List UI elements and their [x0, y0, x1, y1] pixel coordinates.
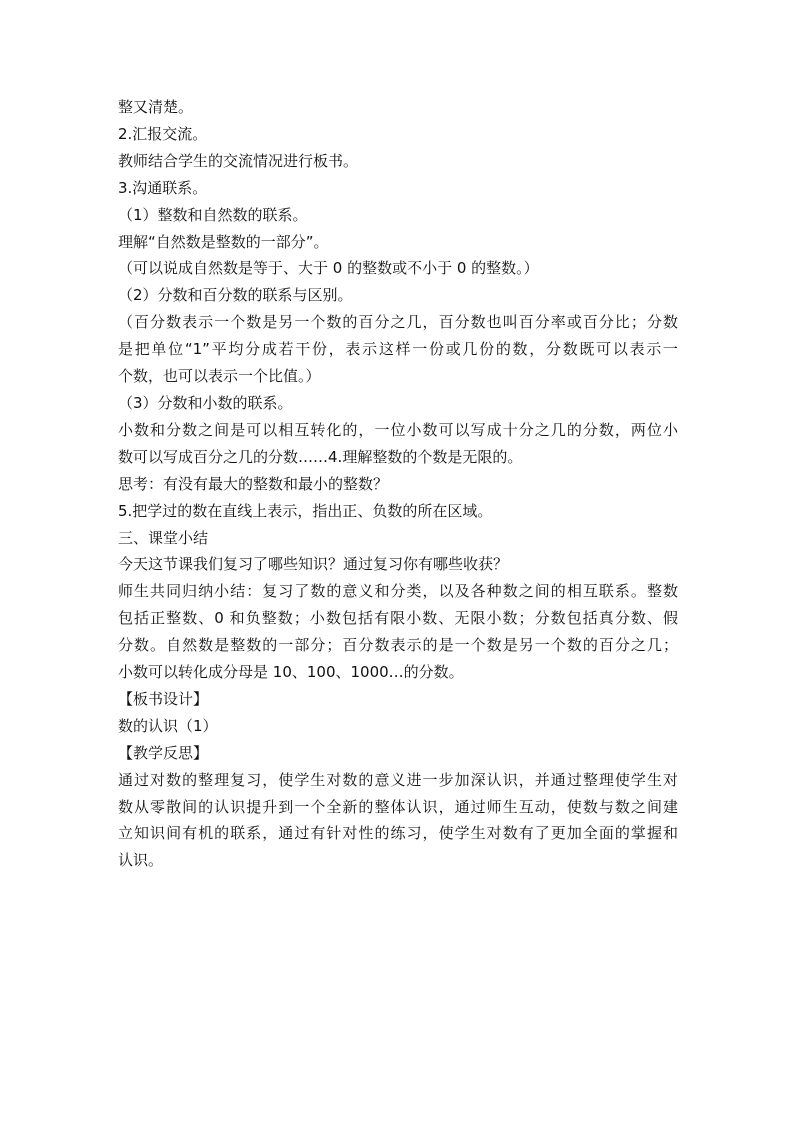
paragraph-note-naturals: （可以说成自然数是等于、大于 0 的整数或不小于 0 的整数。） [118, 259, 539, 278]
paragraph-summary-line-4: 小数可以转化成分母是 10、100、1000…的分数。 [118, 663, 464, 682]
document-page [118, 94, 678, 874]
section-heading-summary: 三、课堂小结 [118, 528, 209, 547]
subheading-fractions-percent: （2）分数和百分数的联系与区别。 [118, 286, 353, 305]
paragraph-reflection-line-1: 通过对数的整理复习，使学生对数的意义进一步加深认识，并通过整理使学生对 [118, 770, 678, 789]
step-heading-report: 2.汇报交流。 [118, 124, 208, 143]
paragraph-percent-line-3: 个数，也可以表示一个比值。） [118, 367, 321, 386]
paragraph-percent-line-2: 是把单位“1”平均分成若干份，表示这样一份或几份的数，分数既可以表示一 [118, 340, 678, 359]
paragraph-understand: 理解“自然数是整数的一部分”。 [118, 232, 329, 251]
paragraph-reflection-line-2: 数从零散间的认识提升到一个全新的整体认识，通过师生互动，使数与数之间建 [118, 797, 678, 816]
paragraph-reflection-line-4: 认识。 [118, 851, 164, 870]
paragraph-summary-line-2: 包括正整数、0 和负整数；小数包括有限小数、无限小数；分数包括真分数、假 [118, 609, 678, 628]
paragraph-teacher-notes: 教师结合学生的交流情况进行板书。 [118, 151, 359, 170]
section-heading-board-design: 【板书设计】 [118, 689, 209, 708]
paragraph-decimals-line-1: 小数和分数之间是可以相互转化的，一位小数可以写成十分之几的分数，两位小 [118, 420, 678, 439]
step-heading-number-line: 5.把学过的数在直线上表示，指出正、负数的所在区域。 [118, 501, 493, 520]
paragraph-percent-line-1: （百分数表示一个数是另一个数的百分之几，百分数也叫百分率或百分比；分数 [118, 313, 678, 332]
step-heading-connect: 3.沟通联系。 [118, 178, 208, 197]
section-heading-reflection: 【教学反思】 [118, 743, 209, 762]
paragraph-reflection-line-3: 立知识间有机的联系，通过有针对性的练习，使学生对数有了更加全面的掌握和 [118, 824, 678, 843]
paragraph-board-design: 数的认识（1） [118, 716, 218, 735]
paragraph-continuation: 整又清楚。 [118, 98, 194, 116]
paragraph-decimals-line-2: 数可以写成百分之几的分数……4.理解整数的个数是无限的。 [118, 447, 523, 466]
subheading-integers-naturals: （1）整数和自然数的联系。 [118, 205, 308, 224]
paragraph-summary-question: 今天这节课我们复习了哪些知识？通过复习你有哪些收获？ [118, 555, 509, 574]
subheading-fractions-decimals: （3）分数和小数的联系。 [118, 393, 293, 412]
paragraph-think: 思考：有没有最大的整数和最小的整数？ [118, 474, 389, 493]
paragraph-summary-line-3: 分数。自然数是整数的一部分；百分数表示的是一个数是另一个数的百分之几； [118, 636, 678, 655]
paragraph-summary-line-1: 师生共同归纳小结：复习了数的意义和分类，以及各种数之间的相互联系。整数 [118, 582, 678, 601]
